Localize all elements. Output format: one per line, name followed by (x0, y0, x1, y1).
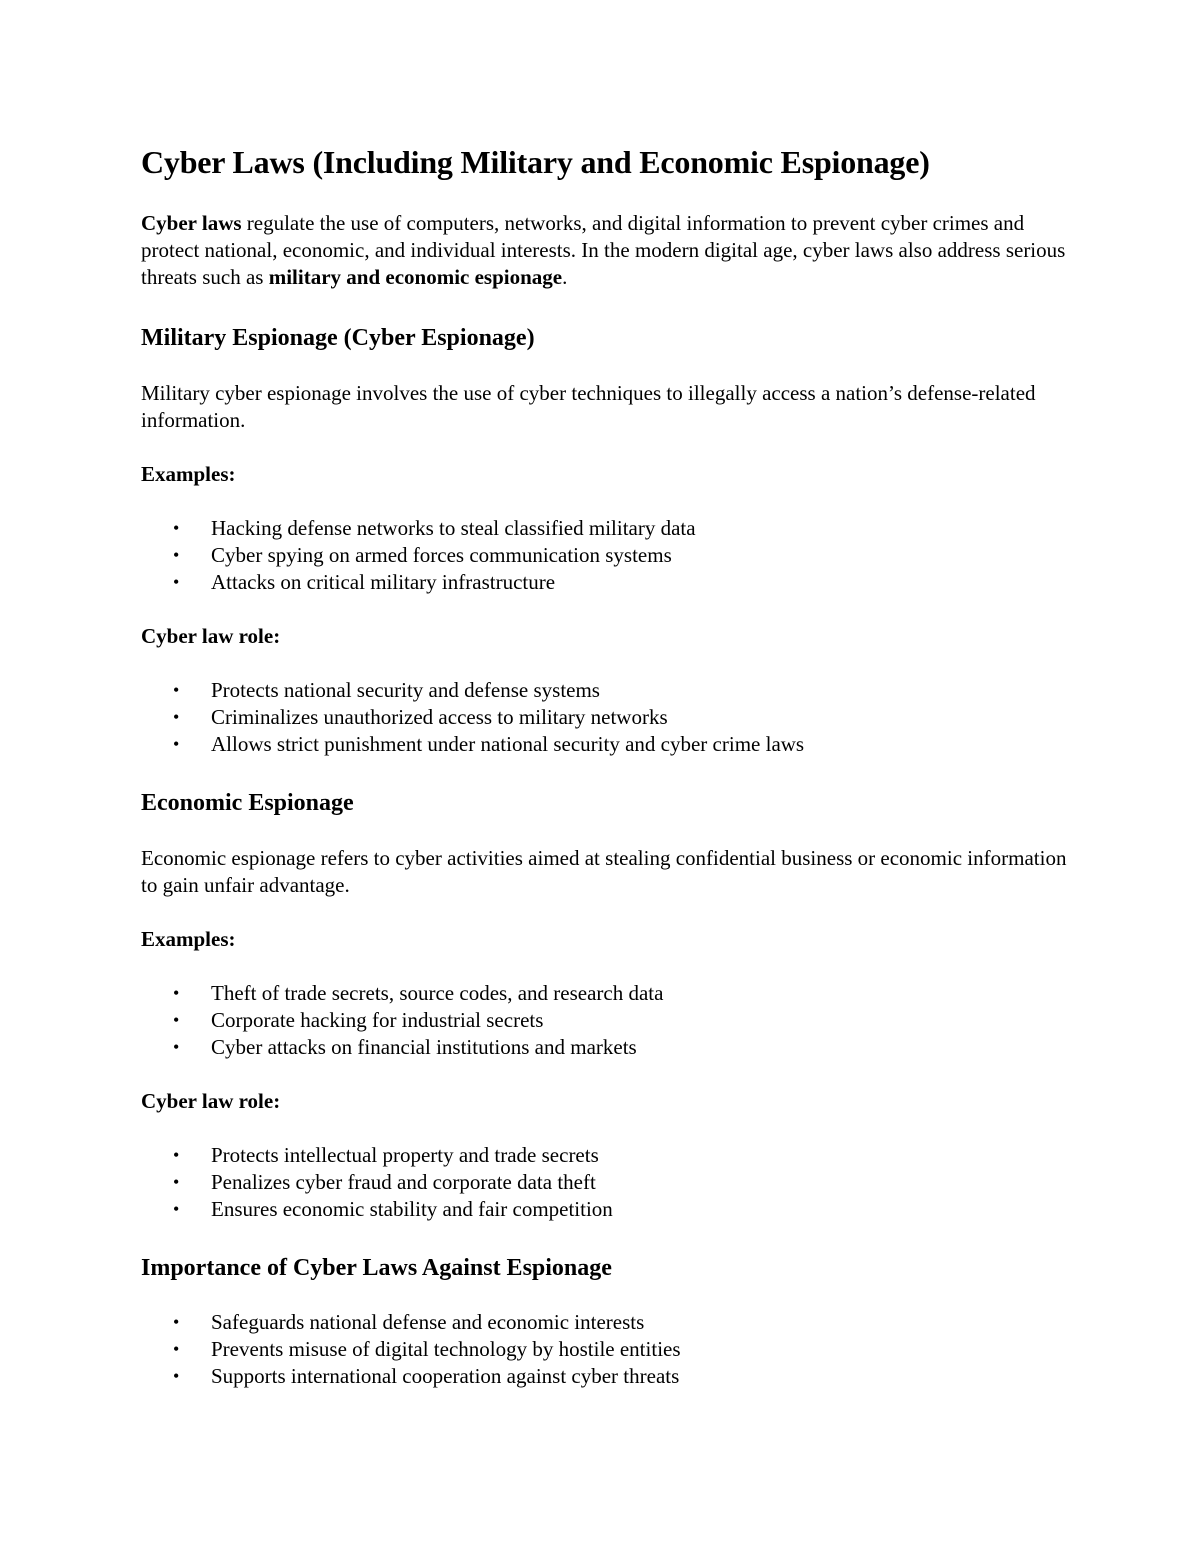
military-examples-label: Examples: (141, 462, 236, 486)
list-item-text: Supports international cooperation against cyber threats (211, 1364, 680, 1388)
list-item-text: Cyber attacks on financial institutions and markets (211, 1035, 637, 1059)
list-item-text: Protects national security and defense systems (211, 678, 600, 702)
bullet-icon: • (173, 734, 180, 754)
intro-text-1: regulate the use of computers, networks, and digital information to prevent cyber crimes and protect national, economic, and individual interests. In the modern digital age, cyber laws also address serious threats such as (141, 211, 1066, 289)
list-item-text: Attacks on critical military infrastructure (211, 570, 556, 594)
bullet-icon: • (173, 1145, 180, 1165)
list-item-text: Allows strict punishment under national security and cyber crime laws (211, 732, 805, 756)
list-item-text: Protects intellectual property and trade secrets (211, 1143, 599, 1167)
intro-bold-mid: military and economic espionage (268, 265, 563, 289)
list-item-text: Safeguards national defense and economic interests (211, 1310, 645, 1334)
list-item-text: Prevents misuse of digital technology by hostile entities (211, 1337, 681, 1361)
bullet-icon: • (173, 680, 180, 700)
document-page (141, 142, 1071, 1390)
list-item-text: Penalizes cyber fraud and corporate data theft (211, 1170, 596, 1194)
list-item (141, 1169, 1071, 1196)
list-item-text: Corporate hacking for industrial secrets (211, 1008, 544, 1032)
military-heading: Military Espionage (Cyber Espionage) (141, 325, 535, 351)
list-item-text: Criminalizes unauthorized access to military networks (211, 705, 668, 729)
document-title: Cyber Laws (Including Military and Economic Espionage) (141, 144, 930, 180)
military-examples-list (141, 515, 1071, 596)
bullet-icon: • (173, 1366, 180, 1386)
importance-list (141, 1309, 1071, 1390)
list-item (141, 1336, 1071, 1363)
bullet-icon: • (173, 707, 180, 727)
list-item (141, 1142, 1071, 1169)
list-item-text: Theft of trade secrets, source codes, and research data (211, 981, 664, 1005)
list-item (141, 542, 1071, 569)
list-item-text: Hacking defense networks to steal classified military data (211, 516, 696, 540)
economic-roles-list (141, 1142, 1071, 1223)
economic-examples-list (141, 980, 1071, 1061)
list-item (141, 1034, 1071, 1061)
intro-paragraph (141, 210, 1071, 291)
economic-heading: Economic Espionage (141, 790, 354, 816)
bullet-icon: • (173, 1312, 180, 1332)
list-item (141, 1309, 1071, 1336)
importance-heading: Importance of Cyber Laws Against Espionage (141, 1255, 612, 1281)
military-role-label: Cyber law role: (141, 624, 281, 648)
list-item (141, 1196, 1071, 1223)
economic-description: Economic espionage refers to cyber activities aimed at stealing confidential business or economic information to gain unfair advantage. (141, 846, 1067, 897)
intro-bold-lead: Cyber laws (141, 211, 242, 235)
economic-examples-label: Examples: (141, 927, 236, 951)
list-item (141, 980, 1071, 1007)
list-item (141, 515, 1071, 542)
list-item (141, 704, 1071, 731)
list-item (141, 731, 1071, 758)
military-description: Military cyber espionage involves the use of cyber techniques to illegally access a nation’s defense-related information. (141, 381, 1036, 432)
list-item-text: Cyber spying on armed forces communication systems (211, 543, 672, 567)
bullet-icon: • (173, 1339, 180, 1359)
bullet-icon: • (173, 545, 180, 565)
economic-role-label: Cyber law role: (141, 1089, 281, 1113)
bullet-icon: • (173, 1010, 180, 1030)
bullet-icon: • (173, 518, 180, 538)
bullet-icon: • (173, 1037, 180, 1057)
list-item (141, 569, 1071, 596)
intro-text-2: . (562, 265, 568, 289)
list-item (141, 1363, 1071, 1390)
list-item-text: Ensures economic stability and fair competition (211, 1197, 613, 1221)
bullet-icon: • (173, 1172, 180, 1192)
list-item (141, 1007, 1071, 1034)
bullet-icon: • (173, 983, 180, 1003)
military-roles-list (141, 677, 1071, 758)
bullet-icon: • (173, 1199, 180, 1219)
list-item (141, 677, 1071, 704)
bullet-icon: • (173, 572, 180, 592)
